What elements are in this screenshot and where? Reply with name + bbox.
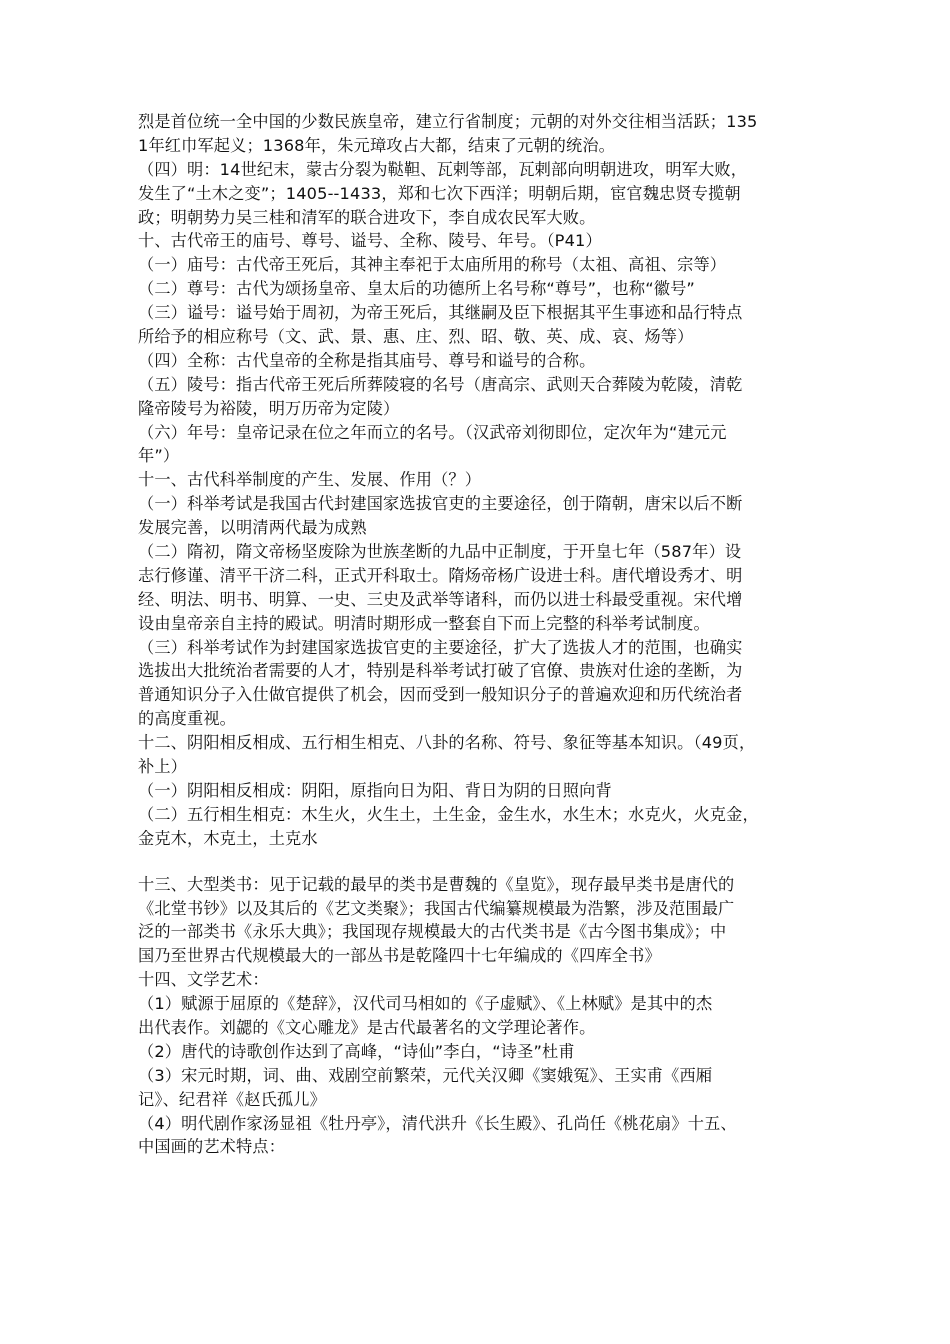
text-line: （2）唐代的诗歌创作达到了高峰，“诗仙”李白，“诗圣”杜甫 (138, 1041, 575, 1061)
text-line: （三）谥号：谥号始于周初，为帝王死后，其继嗣及臣下根据其平生事迹和品行特点 (138, 303, 743, 323)
text-line: （一）庙号：古代帝王死后，其神主奉祀于太庙所用的称号（太祖、高祖、宗等） (138, 255, 727, 275)
text-line: 十二、阴阳相反相成、五行相生相克、八卦的名称、符号、象征等基本知识。（49页， (138, 733, 756, 753)
text-line: 中国画的艺术特点： (138, 1137, 286, 1157)
text-line: （四）全称：古代皇帝的全称是指其庙号、尊号和谥号的合称。 (138, 350, 596, 370)
text-line: 发生了“土木之变”；1405--1433，郑和七次下西洋；明朝后期，宦官魏忠贤专揽朝 (138, 183, 741, 203)
document-body (138, 110, 838, 1159)
text-line: 泛的一部类书《永乐大典》；我国现存规模最大的古代类书是《古今图书集成》；中 (138, 922, 727, 942)
text-line: 志行修谨、清平干济二科，正式开科取士。隋炀帝杨广设进士科。唐代增设秀才、明 (138, 565, 743, 585)
text-line: 国乃至世界古代规模最大的一部丛书是乾隆四十七年编成的《四库全书》 (138, 946, 661, 966)
text-line: 政；明朝势力吴三桂和清军的联合进攻下，李自成农民军大败。 (138, 207, 596, 227)
text-line: （4）明代剧作家汤显祖《牡丹亭》，清代洪升《长生殿》、孔尚任《桃花扇》十五、 (138, 1113, 737, 1133)
text-line: （1）赋源于屈原的《楚辞》，汉代司马相如的《子虚赋》、《上林赋》是其中的杰 (138, 994, 713, 1014)
text-line: （三）科举考试作为封建国家选拔官吏的主要途径，扩大了选拔人才的范围，也确实 (138, 637, 743, 657)
text-line: 发展完善，以明清两代最为成熟 (138, 518, 367, 538)
text-line: （一）科举考试是我国古代封建国家选拔官吏的主要途径，创于隋朝，唐宋以后不断 (138, 494, 743, 514)
text-line: 普通知识分子入仕做官提供了机会，因而受到一般知识分子的普遍欢迎和历代统治者 (138, 685, 743, 705)
text-line: （六）年号：皇帝记录在位之年而立的名号。（汉武帝刘彻即位，定次年为“建元元 (138, 422, 727, 442)
text-line: （二）隋初，隋文帝杨坚废除为世族垄断的九品中正制度，于开皇七年（587年）设 (138, 542, 742, 562)
text-line: 1年红巾军起义；1368年，朱元璋攻占大都，结束了元朝的统治。 (138, 135, 616, 155)
text-line: （四）明：14世纪末，蒙古分裂为鞑靼、瓦剌等部，瓦剌部向明朝进攻，明军大败， (138, 159, 748, 179)
text-line: （二）五行相生相克：木生火，火生土，土生金，金生水，水生木；水克火，火克金， (138, 804, 759, 824)
text-line: 选拔出大批统治者需要的人才，特别是科举考试打破了官僚、贵族对仕途的垄断，为 (138, 661, 743, 681)
text-line: 隆帝陵号为裕陵，明万历帝为定陵） (138, 398, 400, 418)
text-line: 出代表作。刘勰的《文心雕龙》是古代最著名的文学理论著作。 (138, 1017, 596, 1037)
text-line: 所给予的相应称号（文、武、景、惠、庄、烈、昭、敬、英、成、哀、炀等） (138, 327, 694, 347)
text-line: 《北堂书钞》以及其后的《艺文类聚》；我国古代编纂规模最为浩繁，涉及范围最广 (138, 898, 735, 918)
text-line: 记》、纪君祥《赵氏孤儿》 (138, 1089, 326, 1109)
text-line: 十、古代帝王的庙号、尊号、谥号、全称、陵号、年号。（P41） (138, 231, 602, 251)
text-line: （二）尊号：古代为颂扬皇帝、皇太后的功德所上名号称“尊号”，也称“徽号” (138, 279, 695, 299)
text-line: （五）陵号：指古代帝王死后所葬陵寝的名号（唐高宗、武则天合葬陵为乾陵，清乾 (138, 374, 743, 394)
text-line: 金克木，木克土，土克水 (138, 828, 318, 848)
text-line: 十三、大型类书：见于记载的最早的类书是曹魏的《皇览》，现存最早类书是唐代的 (138, 874, 735, 894)
text-line: 补上） (138, 757, 188, 777)
text-line: （3）宋元时期，词、曲、戏剧空前繁荣，元代关汉卿《窦娥冤》、王实甫《西厢 (138, 1065, 713, 1085)
blank-line (138, 851, 838, 873)
text-line: 十一、古代科举制度的产生、发展、作用（？） (138, 470, 482, 490)
text-line: （一）阴阳相反相成：阴阳，原指向日为阳、背日为阴的日照向背 (138, 780, 612, 800)
text-line: 经、明法、明书、明算、一史、三史及武举等诸科，而仍以进士科最受重视。宋代增 (138, 589, 743, 609)
text-line: 的高度重视。 (138, 709, 237, 729)
text-line: 十四、文学艺术： (138, 970, 269, 990)
text-line: 年”） (138, 446, 180, 466)
text-line: 烈是首位统一全中国的少数民族皇帝，建立行省制度；元朝的对外交往相当活跃；135 (138, 112, 758, 131)
text-line: 设由皇帝亲自主持的殿试。明清时期形成一整套自下而上完整的科举考试制度。 (138, 613, 710, 633)
